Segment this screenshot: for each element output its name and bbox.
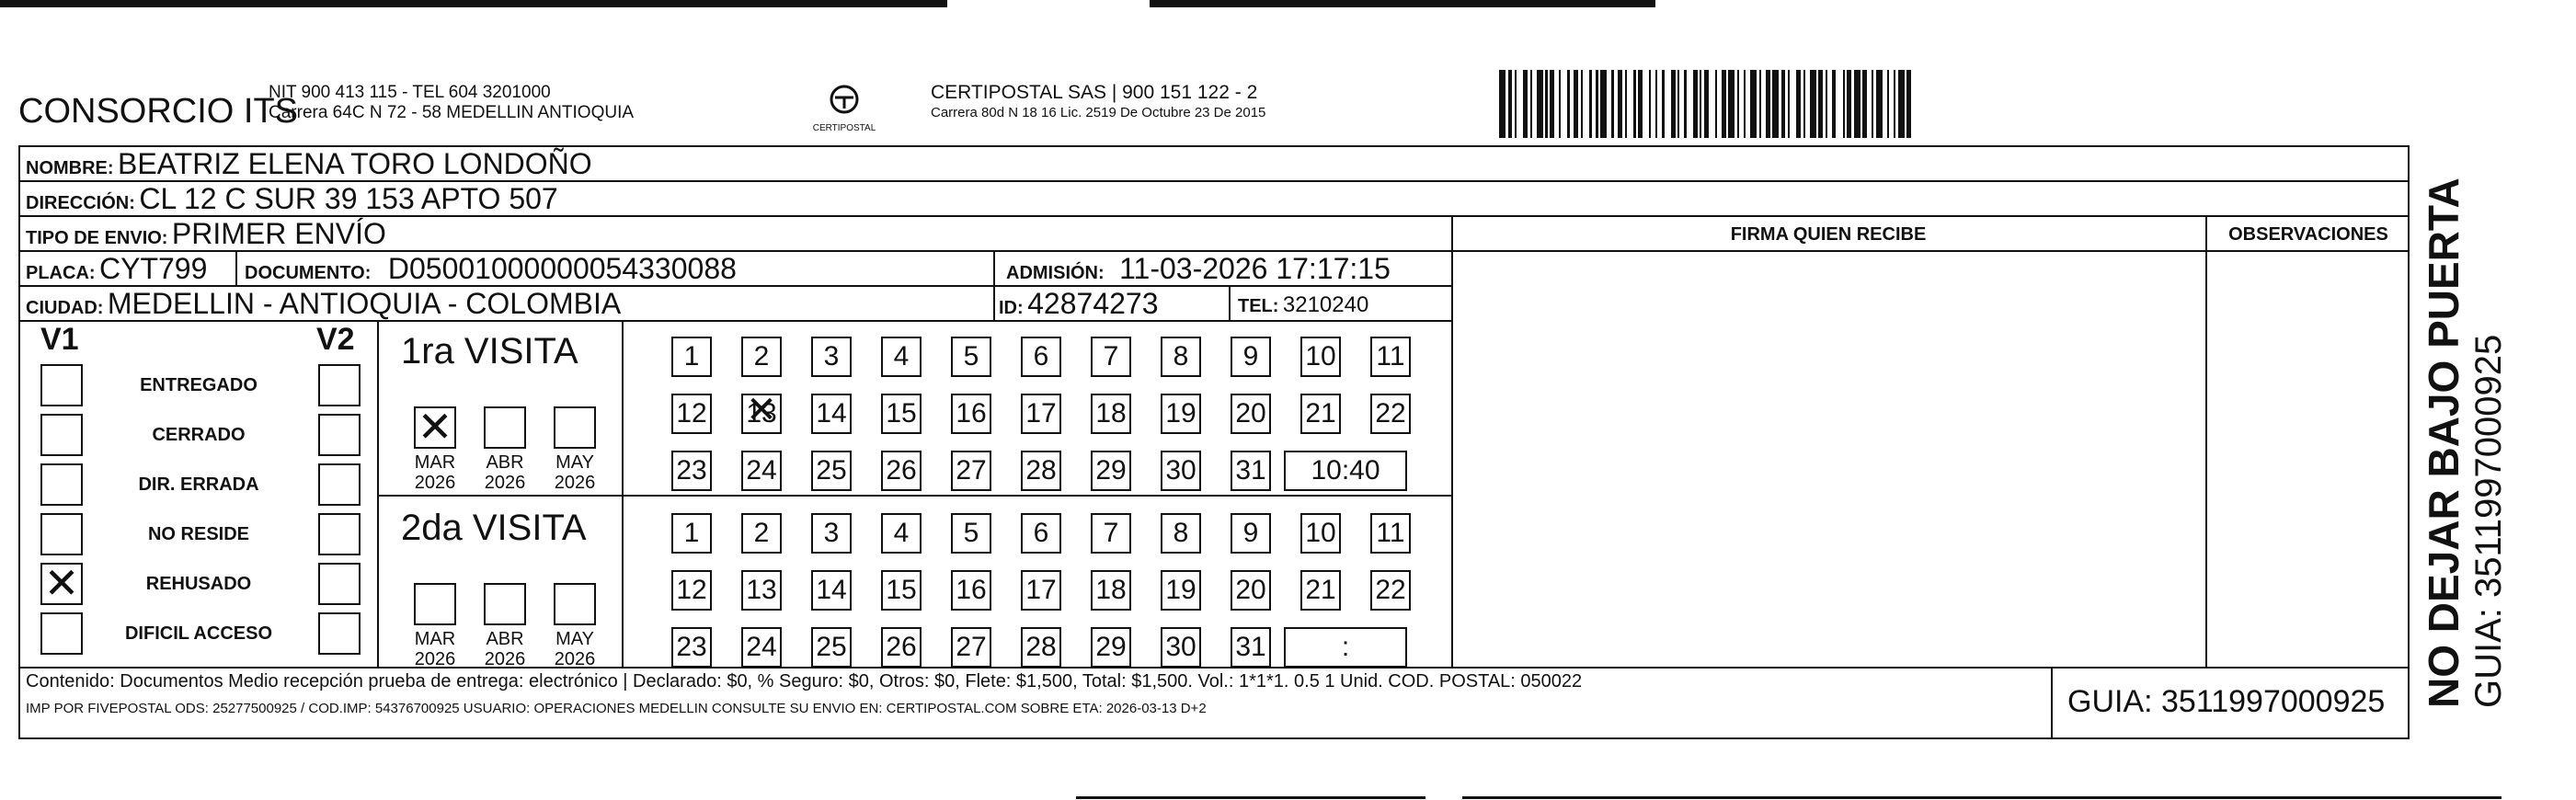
courier-name: CERTIPOSTAL SAS | 900 151 122 - 2 bbox=[931, 82, 1258, 103]
admision-value: 11-03-2026 17:17:15 bbox=[1119, 252, 1391, 285]
day-box[interactable]: 14 bbox=[811, 570, 852, 611]
month-checkbox[interactable] bbox=[554, 406, 596, 449]
id-field bbox=[999, 287, 1159, 321]
month-year: 2026 bbox=[484, 473, 526, 493]
day-box[interactable]: 19 bbox=[1161, 570, 1201, 611]
bottom-edge-bar bbox=[1462, 796, 2502, 799]
cell-divider bbox=[1229, 285, 1231, 320]
month-checkbox[interactable] bbox=[554, 583, 596, 625]
barcode-bar bbox=[1709, 70, 1715, 138]
barcode-bar bbox=[1876, 70, 1883, 138]
company-address: Carrera 64C N 72 - 58 MEDELLIN ANTIOQUIA bbox=[269, 103, 635, 122]
day-box[interactable]: 11 bbox=[1370, 513, 1411, 554]
day-box[interactable]: 5 bbox=[951, 337, 991, 377]
status-label: DIFICIL ACCESO bbox=[124, 623, 272, 644]
status-v2-checkbox[interactable] bbox=[318, 612, 361, 655]
day-box[interactable]: 3 bbox=[811, 513, 852, 554]
day-box[interactable]: 29 bbox=[1091, 627, 1131, 668]
month-year: 2026 bbox=[484, 649, 526, 669]
logo-text: CERTIPOSTAL bbox=[812, 123, 876, 133]
day-box[interactable]: 15 bbox=[881, 394, 922, 434]
company-info bbox=[269, 83, 634, 123]
month-label bbox=[473, 452, 537, 493]
month-year: 2026 bbox=[414, 473, 456, 493]
day-box[interactable]: 6 bbox=[1021, 513, 1061, 554]
barcode-bar bbox=[1499, 70, 1506, 138]
month-label bbox=[543, 629, 607, 669]
top-edge-bar bbox=[0, 0, 947, 7]
barcode-bar bbox=[1810, 70, 1816, 138]
day-box[interactable]: 27 bbox=[951, 451, 991, 491]
day-box[interactable]: 22 bbox=[1370, 394, 1411, 434]
barcode-bar bbox=[1854, 70, 1860, 138]
direccion-label: DIRECCIÓN: bbox=[26, 193, 135, 213]
day-box[interactable]: 25 bbox=[811, 627, 852, 668]
status-v2-checkbox[interactable] bbox=[318, 414, 361, 456]
day-box[interactable]: 24 bbox=[741, 451, 782, 491]
barcode-bar bbox=[1600, 70, 1607, 138]
day-box[interactable]: 31 bbox=[1231, 627, 1271, 668]
cell-divider bbox=[235, 250, 237, 285]
courier-address: Carrera 80d N 18 16 Lic. 2519 De Octubre 23 De 2015 bbox=[931, 105, 1266, 120]
tel-field bbox=[1238, 292, 1368, 318]
barcode-bar bbox=[1583, 70, 1589, 138]
month-label bbox=[543, 452, 607, 493]
month-name: MAR bbox=[414, 452, 456, 473]
company-nit: NIT 900 413 115 - TEL 604 3201000 bbox=[269, 83, 551, 102]
day-box[interactable]: 24 bbox=[741, 627, 782, 668]
side-text bbox=[2419, 138, 2510, 708]
observaciones-label: OBSERVACIONES bbox=[2228, 224, 2388, 245]
tipo-field bbox=[26, 217, 386, 251]
day-box[interactable]: 23 bbox=[671, 627, 712, 668]
month-label bbox=[403, 629, 467, 669]
day-box[interactable]: 12 bbox=[671, 570, 712, 611]
day-box[interactable]: 19 bbox=[1161, 394, 1201, 434]
day-box[interactable]: 20 bbox=[1231, 394, 1271, 434]
day-box[interactable]: 5 bbox=[951, 513, 991, 554]
day-box[interactable]: 4 bbox=[881, 513, 922, 554]
v2-header: V2 bbox=[316, 322, 355, 357]
direccion-value: CL 12 C SUR 39 153 APTO 507 bbox=[139, 182, 558, 215]
month-name: ABR bbox=[486, 629, 524, 649]
month-year: 2026 bbox=[554, 649, 596, 669]
day-box[interactable]: 30 bbox=[1161, 451, 1201, 491]
id-value: 42874273 bbox=[1027, 287, 1159, 320]
ciudad-label: CIUDAD: bbox=[26, 298, 104, 318]
month-year: 2026 bbox=[554, 473, 596, 493]
day-box[interactable]: 21 bbox=[1300, 570, 1341, 611]
day-box[interactable]: 22 bbox=[1370, 570, 1411, 611]
day-box[interactable]: 18 bbox=[1091, 570, 1131, 611]
day-box[interactable]: 14 bbox=[811, 394, 852, 434]
month-year: 2026 bbox=[414, 649, 456, 669]
barcode-bar bbox=[1687, 70, 1693, 138]
certipostal-logo bbox=[809, 79, 879, 134]
status-label: REHUSADO bbox=[145, 574, 252, 594]
status-v1-checkbox[interactable] bbox=[40, 364, 83, 406]
courier-info bbox=[931, 83, 1265, 123]
day-box[interactable]: 17 bbox=[1021, 570, 1061, 611]
status-v2-checkbox[interactable] bbox=[318, 563, 361, 605]
month-label bbox=[403, 452, 467, 493]
side-warning: NO DEJAR BAJO PUERTA bbox=[2420, 177, 2467, 708]
barcode-bar bbox=[1728, 70, 1735, 138]
day-box[interactable]: 11 bbox=[1370, 337, 1411, 377]
status-v1-checkbox[interactable] bbox=[40, 414, 83, 456]
tel-label: TEL: bbox=[1238, 296, 1279, 316]
documento-field bbox=[245, 252, 737, 286]
day-box[interactable]: 4 bbox=[881, 337, 922, 377]
day-box[interactable]: 17 bbox=[1021, 394, 1061, 434]
visit-divider bbox=[622, 320, 624, 668]
documento-label: DOCUMENTO: bbox=[245, 263, 372, 283]
placa-value: CYT799 bbox=[99, 252, 208, 285]
ciudad-field bbox=[26, 287, 621, 321]
placa-field bbox=[26, 252, 207, 286]
day-box[interactable]: 15 bbox=[881, 570, 922, 611]
month-checkbox[interactable] bbox=[484, 406, 526, 449]
nombre-label: NOMBRE: bbox=[26, 158, 114, 178]
day-box[interactable]: 13 ✕ bbox=[741, 394, 782, 434]
barcode bbox=[1499, 70, 2235, 138]
status-label: DIR. ERRADA bbox=[138, 474, 259, 495]
barcode-bar bbox=[1665, 70, 1671, 138]
footer-divider bbox=[2051, 667, 2053, 739]
firma-label: FIRMA QUIEN RECIBE bbox=[1730, 224, 1927, 245]
observations-area[interactable] bbox=[2207, 252, 2408, 666]
status-v2-checkbox[interactable] bbox=[318, 463, 361, 506]
day-box[interactable]: 18 bbox=[1091, 394, 1131, 434]
barcode-bar bbox=[1772, 70, 1779, 138]
month-name: MAR bbox=[414, 629, 456, 649]
time-box[interactable]: 10:40 bbox=[1284, 451, 1407, 491]
day-box[interactable]: 1 bbox=[671, 513, 712, 554]
direccion-field bbox=[26, 182, 558, 216]
day-box[interactable]: 25 bbox=[811, 451, 852, 491]
contenido-text: Contenido: Documentos Medio recepción prueba de entrega: electrónico | Declarado: $0, % Seguro: $0, Otros: $0, Flete: $1,500, Total: $1,500. Vol.: 1*1*1. 0.5 1 Unid. COD. POSTAL: 050022 bbox=[26, 671, 1583, 691]
cell-divider bbox=[993, 250, 995, 320]
side-guia: GUIA: 3511997000925 bbox=[2468, 334, 2509, 708]
company-name: CONSORCIO ITS bbox=[18, 92, 299, 131]
month-label bbox=[473, 629, 537, 669]
day-box[interactable]: 10 bbox=[1300, 337, 1341, 377]
barcode-bar bbox=[1790, 70, 1796, 138]
day-box[interactable]: 6 bbox=[1021, 337, 1061, 377]
day-box[interactable]: 20 bbox=[1231, 570, 1271, 611]
status-label: ENTREGADO bbox=[140, 375, 258, 395]
visit-row-divider bbox=[377, 495, 1451, 497]
ciudad-value: MEDELLIN - ANTIOQUIA - COLOMBIA bbox=[107, 287, 622, 320]
tel-value: 3210240 bbox=[1282, 292, 1369, 317]
tipo-value: PRIMER ENVÍO bbox=[171, 217, 386, 250]
day-box[interactable]: 8 bbox=[1161, 513, 1201, 554]
barcode-bar bbox=[1537, 70, 1543, 138]
status-v1-checkbox[interactable] bbox=[40, 513, 83, 555]
day-box[interactable]: 8 bbox=[1161, 337, 1201, 377]
day-box[interactable]: 21 bbox=[1300, 394, 1341, 434]
barcode-bar bbox=[1898, 70, 1905, 138]
barcode-bar bbox=[1627, 70, 1633, 138]
documento-value: D05001000000054330088 bbox=[387, 252, 737, 285]
day-box[interactable]: 7 bbox=[1091, 513, 1131, 554]
barcode-bar bbox=[1750, 70, 1757, 138]
status-v2-checkbox[interactable] bbox=[318, 364, 361, 406]
day-box[interactable]: 13 bbox=[741, 570, 782, 611]
day-box[interactable]: 10 bbox=[1300, 513, 1341, 554]
month-name: ABR bbox=[486, 452, 524, 473]
month-checkbox[interactable] bbox=[414, 406, 456, 449]
day-box[interactable]: 7 bbox=[1091, 337, 1131, 377]
time-box[interactable]: : bbox=[1284, 627, 1407, 668]
status-v1-checkbox[interactable] bbox=[40, 463, 83, 506]
imp-text: IMP POR FIVEPOSTAL ODS: 25277500925 / COD.IMP: 54376700925 USUARIO: OPERACIONES MEDELLIN CONSULTE SU ENVIO EN: CERTIPOSTAL.COM SOBRE ETA: 2026-03-13 D+2 bbox=[26, 701, 1207, 716]
footer-guia: GUIA: 3511997000925 bbox=[2067, 684, 2386, 719]
barcode-bar bbox=[1911, 70, 1916, 138]
tipo-label: TIPO DE ENVIO: bbox=[26, 228, 168, 248]
day-box[interactable]: 28 bbox=[1021, 451, 1061, 491]
day-box[interactable]: 9 bbox=[1231, 513, 1271, 554]
second-visit-title: 2da VISITA bbox=[401, 508, 587, 548]
day-box[interactable]: 30 bbox=[1161, 627, 1201, 668]
first-visit-title: 1ra VISITA bbox=[401, 331, 578, 371]
admision-field bbox=[1006, 252, 1391, 286]
nombre-value: BEATRIZ ELENA TORO LONDOÑO bbox=[118, 147, 592, 180]
day-box[interactable]: 2 bbox=[741, 513, 782, 554]
day-box[interactable]: 1 bbox=[671, 337, 712, 377]
status-v1-checkbox[interactable] bbox=[40, 612, 83, 655]
month-checkbox[interactable] bbox=[484, 583, 526, 625]
barcode-bar bbox=[1517, 70, 1523, 138]
day-box[interactable]: 27 bbox=[951, 627, 991, 668]
day-box[interactable]: 16 bbox=[951, 394, 991, 434]
bottom-edge-bar bbox=[1076, 796, 1425, 799]
nombre-field bbox=[26, 147, 592, 181]
day-box[interactable]: 23 bbox=[671, 451, 712, 491]
admision-label: ADMISIÓN: bbox=[1006, 263, 1105, 283]
barcode-bar bbox=[1643, 70, 1649, 138]
day-box[interactable]: 28 bbox=[1021, 627, 1061, 668]
day-box[interactable]: 16 bbox=[951, 570, 991, 611]
placa-label: PLACA: bbox=[26, 263, 96, 283]
status-v2-checkbox[interactable] bbox=[318, 513, 361, 555]
id-label: ID: bbox=[999, 298, 1024, 318]
status-v1-checkbox[interactable] bbox=[40, 563, 83, 605]
barcode-bar bbox=[1836, 70, 1842, 138]
v1-header: V1 bbox=[40, 322, 79, 357]
top-edge-bar bbox=[1150, 0, 1655, 7]
status-label: NO RESIDE bbox=[147, 524, 250, 544]
month-name: MAY bbox=[555, 452, 594, 473]
month-checkbox[interactable] bbox=[414, 583, 456, 625]
day-box[interactable]: 12 bbox=[671, 394, 712, 434]
day-box[interactable]: 31 bbox=[1231, 451, 1271, 491]
status-divider bbox=[377, 320, 379, 668]
signature-area[interactable] bbox=[1453, 252, 2205, 666]
day-box[interactable]: 2 bbox=[741, 337, 782, 377]
day-box[interactable]: 29 bbox=[1091, 451, 1131, 491]
day-box[interactable]: 9 bbox=[1231, 337, 1271, 377]
day-box[interactable]: 26 bbox=[881, 451, 922, 491]
month-name: MAY bbox=[555, 629, 594, 649]
day-box[interactable]: 26 bbox=[881, 627, 922, 668]
barcode-bar bbox=[1561, 70, 1567, 138]
day-box[interactable]: 3 bbox=[811, 337, 852, 377]
status-label: CERRADO bbox=[152, 425, 246, 445]
